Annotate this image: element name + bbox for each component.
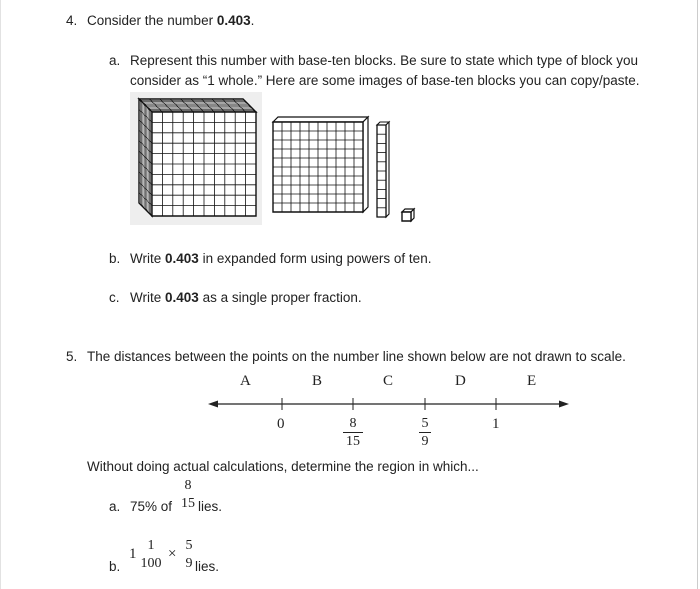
q4a-line2: consider as “1 whole.” Here are some images of base-ten blocks you can copy/paste. [130,73,640,88]
number-line [205,394,575,414]
q4b-suffix: in expanded form using powers of ten. [198,251,432,266]
right-arrow-icon [559,401,569,408]
base-ten-blocks-image [130,92,430,227]
q4c-prefix: Write [130,290,166,305]
q4-period: . [250,13,255,28]
tick-label-eight-fifteenths [343,416,363,449]
q4a-line1: Represent this number with base-ten blocks. Be sure to state which type of block you [130,53,639,68]
q4b-prefix: Write [130,251,166,266]
q4-value: 0.403 [216,13,251,28]
thousand-cube-icon [139,99,256,216]
q5b-suffix: lies. [195,559,220,574]
q4-number: 4. [66,13,78,28]
fraction-denominator: 100 [140,556,162,571]
fraction-numerator: 1 [147,538,155,553]
q4c-label: c. [109,290,120,305]
left-arrow-icon [208,401,218,408]
q4b-value: 0.403 [165,251,199,266]
tick-label-one: 1 [492,416,500,432]
right-border [697,0,698,589]
q4-text: Consider the number [87,13,217,28]
q5a-suffix: lies. [198,499,223,514]
unit-cube-icon [402,209,414,221]
q5b-label: b. [109,559,121,574]
q5a-prefix: 75% of [130,499,173,514]
left-border [0,0,1,589]
fraction-numerator: 8 [349,416,357,431]
fraction-numerator: 5 [185,538,193,553]
q4a-label: a. [109,53,121,68]
q5b-fraction-one-hundredth [138,538,164,571]
q5b-whole: 1 [129,546,137,562]
fraction-denominator: 15 [346,434,360,449]
region-label-c: C [383,373,394,389]
hundred-flat-icon [273,117,368,212]
q4c-suffix: as a single proper fraction. [198,290,362,305]
fraction-numerator: 5 [421,416,429,431]
q4c-value: 0.403 [165,290,199,305]
q4b-text [130,251,431,267]
fraction-denominator: 9 [421,434,429,449]
q5a-fraction [179,478,197,511]
q5b-times-sign: × [168,546,177,562]
q5-text: The distances between the points on the number line shown below are not drawn to scale. [87,349,626,364]
q4c-text [130,290,362,306]
tick-label-five-ninths [419,416,431,449]
q4b-label: b. [109,251,121,266]
fraction-denominator: 9 [185,556,193,571]
fraction-denominator: 15 [181,496,195,511]
fraction-numerator: 8 [184,478,192,493]
q4-prompt [87,13,254,29]
region-label-b: B [312,373,323,389]
q5-instruction: Without doing actual calculations, determine the region in which... [87,459,479,474]
tick-label-zero: 0 [277,416,285,432]
ten-rod-icon [377,122,389,217]
q5-number: 5. [66,349,78,364]
region-label-a: A [240,373,251,389]
region-label-e: E [527,373,537,389]
q5a-label: a. [109,499,121,514]
q5b-fraction-five-ninths [183,538,195,571]
region-label-d: D [455,373,466,389]
